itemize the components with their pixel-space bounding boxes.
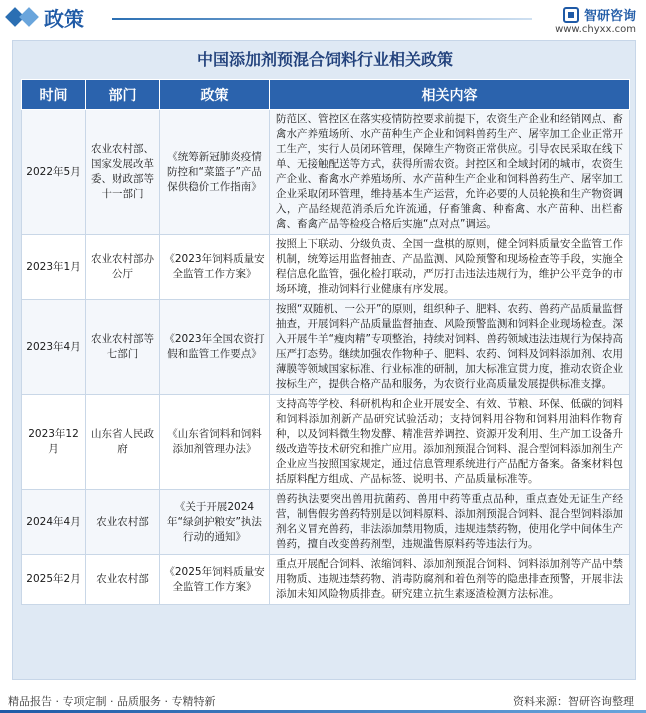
row-content: 兽药执法要突出兽用抗菌药、兽用中药等重点品种，重点查处无证生产经营，制售假劣兽药特别是以饲料原料、添加剂预混合饲料、混合型饲料添加剂名义冒充兽药，非法添加禁用物质，违规违禁药物，使用化学中间体生产兽药，擅自改变兽药剂型，违规滥售原料药等违法行为。 [270, 490, 630, 555]
brand-logo-icon [563, 7, 579, 23]
table-row [22, 395, 630, 490]
table-row [22, 110, 630, 235]
row-content: 支持高等学校、科研机构和企业开展安全、有效、节粮、环保、低碳的饲料和饲料添加剂新产品研究试验活动；支持饲料用谷物和饲料用油料作物育种，以及饲料微生物发酵、精准营养调控、资源开发利用、生产加工设备升级改造等技术研究和推广应用。添加剂预混合饲料、混合型饲料添加剂生产企业应当按照国家规定，通过信息管理系统进行产品配方备案。备案材料包括原料配方组成、产品标签、说明书、产品质量标准等。 [270, 395, 630, 490]
row-content: 按照“双随机、一公开”的原则，组织种子、肥料、农药、兽药产品质量监督抽查，开展饲料产品质量监督抽查、风险预警监测和饲料企业现场检查。深入开展牛羊“瘦肉精”专项整治，持续对饲料、兽药领域违法违规行为保持高压严打态势。继续加强农作物种子、肥料、农药、饲料及饲料添加剂、农用薄膜等领域国家标准、行业标准的研制，加大标准宣贯力度，推动农资企业按标生产，提供合格产品和服务，为农资行业高质量发展提供标准支撑。 [270, 300, 630, 395]
row-time: 2023年12月 [22, 395, 86, 490]
section-title: 政策 [44, 7, 84, 31]
row-dept: 农业农村部 [86, 555, 160, 605]
table-header-row [22, 80, 630, 110]
footer-tagline: 精品报告 · 专项定制 · 品质服务 · 专精特新 [8, 695, 216, 708]
page-header [0, 0, 646, 36]
row-dept: 山东省人民政府 [86, 395, 160, 490]
row-content: 防范区、管控区在落实疫情防控要求前提下，农资生产企业和经销网点、畜禽水产养殖场所、水产苗种生产企业和饲料兽药生产、屠宰加工企业正常开工生产，实行人员闭环管理，保障生产物资正常供应。引导农民采取在线下单、无接触配送等方式，获得所需农资。封控区和全域封闭的城市，农资生产企业、畜禽水产养殖场所、水产苗种生产企业和饲料兽药生产、屠宰加工企业采取闭环管理，维持基本生产运营，允许必要的人员轮换和生产物资调入，产品经规范消杀后允许流通，仔畜雏禽、种畜禽、水产苗种、出栏畜禽、畜禽产品等检疫合格后实施“点对点”调运。 [270, 110, 630, 235]
table-title: 中国添加剂预混合饲料行业相关政策 [196, 50, 453, 69]
row-dept: 农业农村部等七部门 [86, 300, 160, 395]
row-dept: 农业农村部、国家发展改革委、财政部等十一部门 [86, 110, 160, 235]
row-policy: 《统筹新冠肺炎疫情防控和“菜篮子”产品保供稳价工作指南》 [160, 110, 270, 235]
row-dept: 农业农村部办公厅 [86, 235, 160, 300]
row-time: 2025年2月 [22, 555, 86, 605]
brand [563, 5, 636, 24]
column-header-content: 相关内容 [270, 80, 630, 110]
policy-panel [12, 40, 636, 680]
row-policy: 《2025年饲料质量安全监管工作方案》 [160, 555, 270, 605]
table-row [22, 555, 630, 605]
diamond-icon-secondary [19, 7, 39, 27]
column-header-policy: 政策 [160, 80, 270, 110]
header-divider [112, 18, 532, 20]
row-time: 2023年1月 [22, 235, 86, 300]
footer-source: 资料来源：智研咨询整理 [513, 695, 634, 708]
page-footer [0, 688, 646, 713]
column-header-time: 时间 [22, 80, 86, 110]
row-policy: 《山东省饲料和饲料添加剂管理办法》 [160, 395, 270, 490]
row-content: 重点开展配合饲料、浓缩饲料、添加剂预混合饲料、饲料添加剂等产品中禁用物质、违规违禁药物、消毒防腐剂和着色剂等的隐患排查预警，开展非法添加未知风险物质排查。研究建立抗生素逐渣检测方法标准。 [270, 555, 630, 605]
table-row [22, 235, 630, 300]
column-header-dept: 部门 [86, 80, 160, 110]
brand-name: 智研咨询 [583, 9, 636, 24]
table-row [22, 490, 630, 555]
policy-table [21, 79, 630, 605]
row-dept: 农业农村部 [86, 490, 160, 555]
row-policy: 《关于开展2024年“绿剑护粮安”执法行动的通知》 [160, 490, 270, 555]
brand-url: www.chyxx.com [555, 24, 636, 35]
row-time: 2023年4月 [22, 300, 86, 395]
row-time: 2024年4月 [22, 490, 86, 555]
row-policy: 《2023年全国农资打假和监管工作要点》 [160, 300, 270, 395]
row-content: 按照上下联动、分级负责、全国一盘棋的原则，健全饲料质量安全监管工作机制，统筹运用监督抽查、产品监测、风险预警和现场检查等手段，实施全程信息化监管，强化检打联动，严厉打击违法违规行为，维护公平竞争的市场环境，推动饲料行业健康有序发展。 [270, 235, 630, 300]
table-row [22, 300, 630, 395]
row-policy: 《2023年饲料质量安全监管工作方案》 [160, 235, 270, 300]
row-time: 2022年5月 [22, 110, 86, 235]
